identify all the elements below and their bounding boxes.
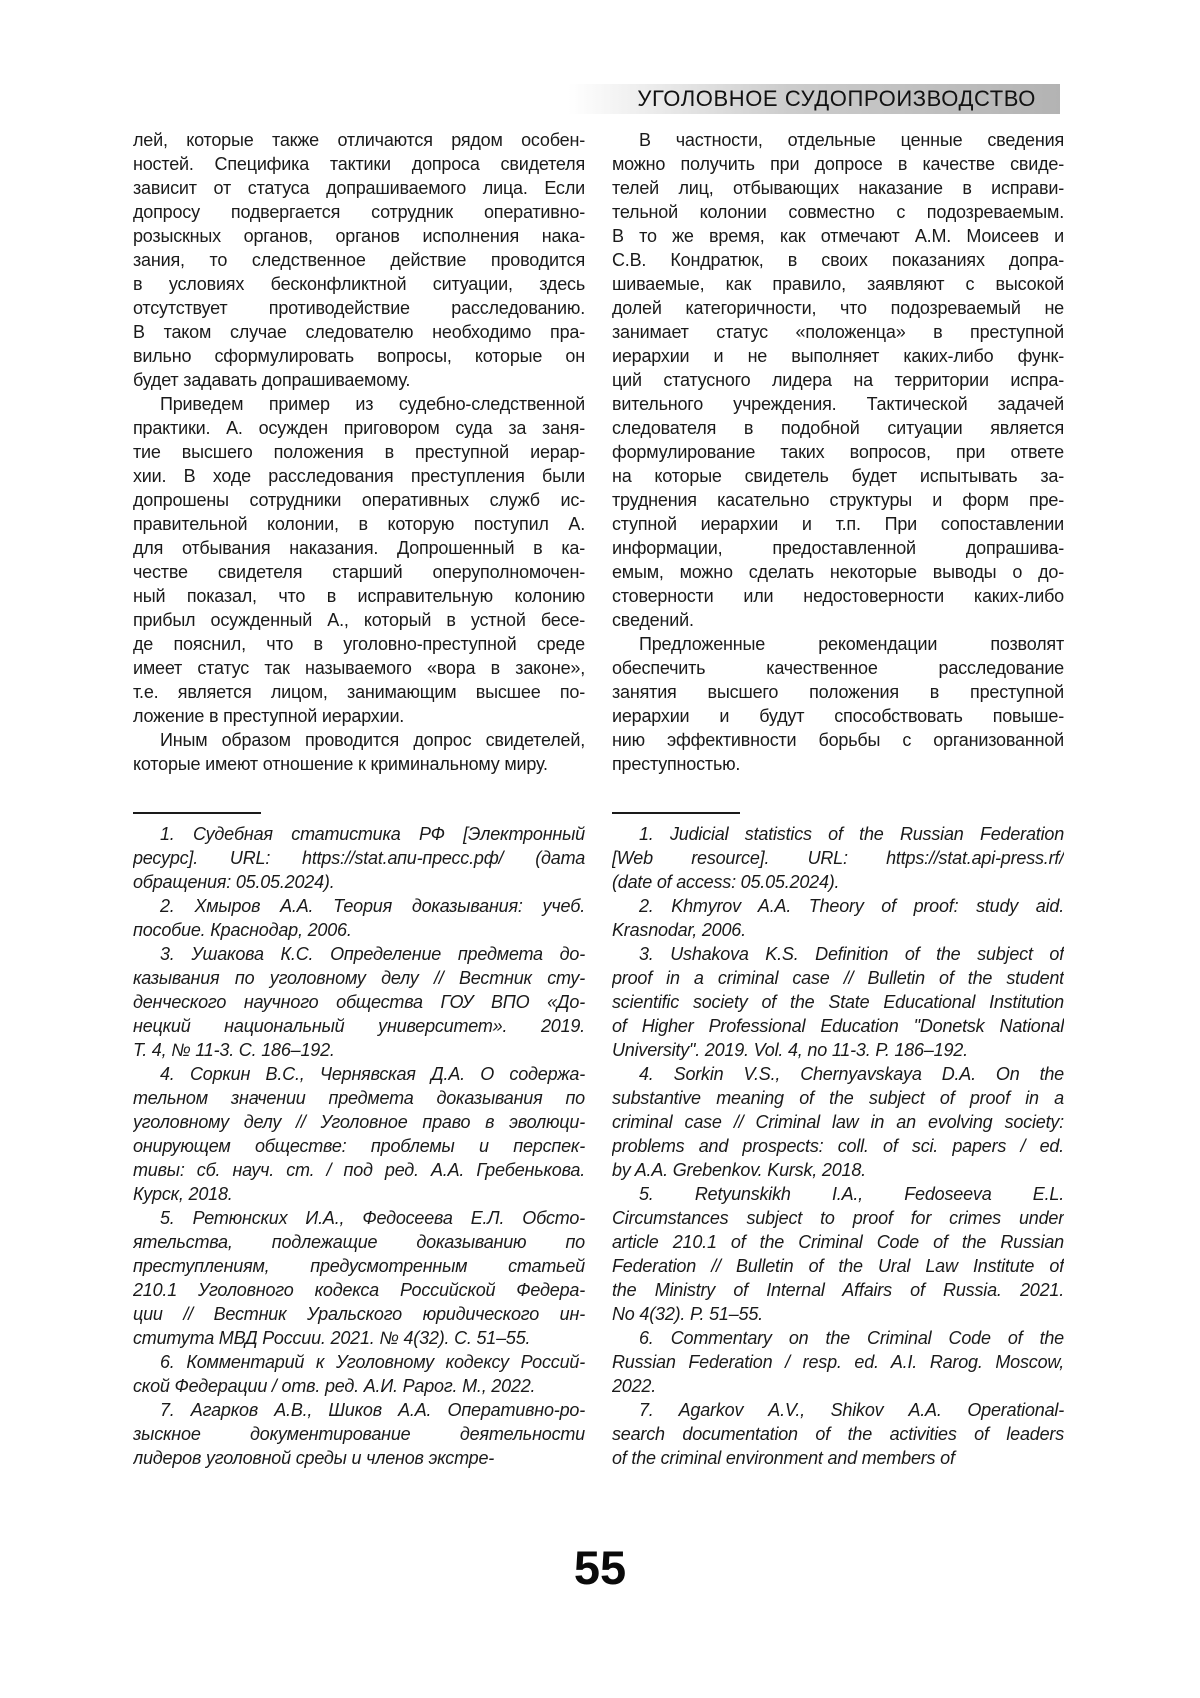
reference-text-line: ститута МВД России. 2021. № 4(32). С. 51–55. bbox=[133, 1328, 531, 1348]
body-text-line: зависит от статуса допрашиваемого лица. Если bbox=[133, 178, 585, 198]
body-text-line: С.В. Кондратюк, в своих показаниях допра- bbox=[612, 250, 1064, 270]
page-number: 55 bbox=[573, 1541, 627, 1594]
reference-text-line: proof in a criminal case // Bulletin of the student bbox=[612, 968, 1064, 988]
reference-entry bbox=[133, 1398, 585, 1470]
reference-text-line: problems and prospects: coll. of sci. papers / ed. bbox=[612, 1136, 1064, 1156]
reference-entry bbox=[133, 1206, 585, 1350]
body-text-line: Приведем пример из судебно-следственной bbox=[160, 394, 585, 414]
reference-text-line: 4. Sorkin V.S., Chernyavskaya D.A. On the bbox=[639, 1064, 1064, 1084]
body-text-line: В частности, отдельные ценные сведения bbox=[639, 130, 1064, 150]
paragraph bbox=[612, 632, 1064, 776]
section-header-bar bbox=[568, 84, 1060, 114]
body-text-line: информации, предоставленной допрашива- bbox=[612, 538, 1064, 558]
reference-text-line: 4. Соркин В.С., Чернявская Д.А. О содержа- bbox=[160, 1064, 585, 1084]
reference-text-line: лидеров уголовной среды и членов экстре- bbox=[133, 1448, 495, 1468]
reference-entry bbox=[612, 894, 1064, 942]
reference-text-line: 2022. bbox=[612, 1376, 657, 1396]
reference-text-line: 5. Ретюнских И.А., Федосеева Е.Л. Обсто- bbox=[160, 1208, 585, 1228]
reference-text-line: substantive meaning of the subject of proof in a bbox=[612, 1088, 1064, 1108]
reference-text-line: 210.1 Уголовного кодекса Российской Федера- bbox=[133, 1280, 585, 1300]
reference-text-line: преступлениям, предусмотренным статьей bbox=[133, 1256, 585, 1276]
body-text-line: вительного учреждения. Тактической задачей bbox=[612, 394, 1064, 414]
right-column-body bbox=[612, 128, 1064, 776]
body-text-line: правительной колонии, в которую поступил А. bbox=[133, 514, 585, 534]
body-text-line: емым, можно сделать некоторые выводы о до- bbox=[612, 562, 1064, 582]
reference-text-line: the Ministry of Internal Affairs of Russia. 2021. bbox=[612, 1280, 1064, 1300]
reference-text-line: онирующем обществе: проблемы и перспек- bbox=[133, 1136, 585, 1156]
body-text-line: допросу подвергается сотрудник оперативно- bbox=[133, 202, 585, 222]
reference-entry bbox=[612, 942, 1064, 1062]
reference-text-line: University". 2019. Vol. 4, no 11-3. P. 186–192. bbox=[612, 1040, 968, 1060]
body-text-line: в условиях бесконфликтной ситуации, здесь bbox=[133, 274, 585, 294]
body-text-line: занятия высшего положения в преступной bbox=[612, 682, 1064, 702]
section-title: УГОЛОВНОЕ СУДОПРОИЗВОДСТВО bbox=[637, 86, 1036, 111]
body-text-line: В то же время, как отмечают А.М. Моисеев и bbox=[612, 226, 1064, 246]
body-text-line: практики. А. осужден приговором суда за заня- bbox=[133, 418, 585, 438]
reference-text-line: 6. Комментарий к Уголовному кодексу Россий- bbox=[160, 1352, 585, 1372]
reference-text-line: казывания по уголовному делу // Вестник сту- bbox=[133, 968, 585, 988]
body-text-line: ций статусного лидера на территории испра- bbox=[612, 370, 1064, 390]
body-text-line: ностей. Специфика тактики допроса свидетеля bbox=[133, 154, 585, 174]
body-text-line: труднения касательно структуры и форм пре- bbox=[612, 490, 1064, 510]
body-text-line: стоверности или недостоверности каких-либо bbox=[612, 586, 1064, 606]
reference-entry bbox=[612, 822, 1064, 894]
body-text-line: иерархии и будут способствовать повыше- bbox=[612, 706, 1064, 726]
body-text-line: обеспечить качественное расследование bbox=[612, 658, 1064, 678]
body-text-line: отсутствует противодействие расследованию. bbox=[133, 298, 585, 318]
reference-text-line: денческого научного общества ГОУ ВПО «До- bbox=[133, 992, 585, 1012]
reference-entry bbox=[133, 1062, 585, 1206]
reference-text-line: ятельства, подлежащие доказыванию по bbox=[133, 1232, 585, 1252]
reference-text-line: 1. Судебная статистика РФ [Электронный bbox=[160, 824, 585, 844]
references-divider bbox=[133, 812, 261, 814]
body-text-line: имеет статус так называемого «вора в законе», bbox=[133, 658, 585, 678]
paragraph bbox=[133, 728, 585, 776]
reference-text-line: of the criminal environment and members of bbox=[612, 1448, 955, 1468]
reference-text-line: 7. Агарков А.В., Шиков А.А. Оперативно-ро- bbox=[160, 1400, 585, 1420]
reference-text-line: by A.A. Grebenkov. Kursk, 2018. bbox=[612, 1160, 866, 1180]
body-text-line: нию эффективности борьбы с организованной bbox=[612, 730, 1064, 750]
reference-entry bbox=[612, 1398, 1064, 1470]
reference-text-line: Russian Federation / resp. ed. A.I. Rarog. Moscow, bbox=[612, 1352, 1064, 1372]
body-text-line: преступностью. bbox=[612, 754, 741, 774]
reference-text-line: of Higher Professional Education "Donetsk National bbox=[612, 1016, 1064, 1036]
body-text-line: иерархии и не выполняет каких-либо функ- bbox=[612, 346, 1064, 366]
reference-text-line: обращения: 05.05.2024). bbox=[133, 872, 335, 892]
reference-text-line: 3. Ushakova K.S. Definition of the subject of bbox=[639, 944, 1064, 964]
reference-text-line: Krasnodar, 2006. bbox=[612, 920, 746, 940]
body-text-line: которые имеют отношение к криминальному миру. bbox=[133, 754, 548, 774]
body-text-line: сведений. bbox=[612, 610, 694, 630]
reference-text-line: Курск, 2018. bbox=[133, 1184, 233, 1204]
left-column-body bbox=[133, 128, 585, 776]
body-text-line: допрошены сотрудники оперативных служб ис- bbox=[133, 490, 585, 510]
reference-text-line: article 210.1 of the Criminal Code of the Russian bbox=[612, 1232, 1064, 1252]
reference-text-line: ресурс]. URL: https://stat.апи-пресс.рф/ (дата bbox=[133, 848, 585, 868]
reference-text-line: scientific society of the State Educational Institution bbox=[612, 992, 1064, 1012]
reference-text-line: 1. Judicial statistics of the Russian Federation bbox=[639, 824, 1064, 844]
body-text-line: хии. В ходе расследования преступления были bbox=[133, 466, 585, 486]
body-text-line: следователя в подобной ситуации является bbox=[612, 418, 1064, 438]
body-text-line: ступной иерархии и т.п. При сопоставлении bbox=[612, 514, 1064, 534]
body-text-line: ложение в преступной иерархии. bbox=[133, 706, 405, 726]
body-text-line: лей, которые также отличаются рядом особен- bbox=[133, 130, 585, 150]
reference-text-line: тивы: сб. науч. ст. / под ред. А.А. Гребенькова. bbox=[133, 1160, 585, 1180]
body-text-line: занимает статус «положенца» в преступной bbox=[612, 322, 1064, 342]
paragraph bbox=[133, 392, 585, 728]
reference-text-line: 2. Хмыров А.А. Теория доказывания: учеб. bbox=[160, 896, 585, 916]
body-text-line: долей категоричности, что подозреваемый не bbox=[612, 298, 1064, 318]
reference-entry bbox=[133, 942, 585, 1062]
paragraph bbox=[612, 128, 1064, 632]
body-text-line: де пояснил, что в уголовно-преступной среде bbox=[133, 634, 585, 654]
reference-text-line: тельном значении предмета доказывания по bbox=[133, 1088, 585, 1108]
reference-text-line: зыскное документирование деятельности bbox=[133, 1424, 585, 1444]
left-column-references bbox=[133, 812, 585, 1470]
body-text-line: прибыл осужденный А., который в устной бесе- bbox=[133, 610, 585, 630]
body-text-line: на которые свидетель будет испытывать за- bbox=[612, 466, 1064, 486]
reference-entry bbox=[612, 1326, 1064, 1398]
reference-text-line: нецкий национальный университет». 2019. bbox=[133, 1016, 585, 1036]
reference-text-line: ции // Вестник Уральского юридического ин- bbox=[133, 1304, 585, 1324]
body-text-line: В таком случае следователю необходимо пра- bbox=[133, 322, 585, 342]
body-text-line: Предложенные рекомендации позволят bbox=[639, 634, 1064, 654]
body-text-line: тельной колонии совместно с подозреваемым. bbox=[612, 202, 1064, 222]
reference-entry bbox=[133, 894, 585, 942]
reference-text-line: Circumstances subject to proof for crimes under bbox=[612, 1208, 1064, 1228]
reference-entry bbox=[133, 822, 585, 894]
reference-text-line: 3. Ушакова К.С. Определение предмета до- bbox=[160, 944, 585, 964]
reference-text-line: criminal case // Criminal law in an evolving society: bbox=[612, 1112, 1064, 1132]
reference-text-line: 6. Commentary on the Criminal Code of the bbox=[639, 1328, 1064, 1348]
body-text-line: т.е. является лицом, занимающим высшее по- bbox=[133, 682, 585, 702]
reference-text-line: пособие. Краснодар, 2006. bbox=[133, 920, 352, 940]
body-text-line: Иным образом проводится допрос свидетелей, bbox=[160, 730, 585, 750]
reference-text-line: [Web resource]. URL: https://stat.api-press.rf/ bbox=[612, 848, 1064, 868]
reference-text-line: 7. Agarkov A.V., Shikov A.A. Operational- bbox=[639, 1400, 1064, 1420]
body-text-line: для отбывания наказания. Допрошенный в ка- bbox=[133, 538, 585, 558]
body-text-line: вильно сформулировать вопросы, которые он bbox=[133, 346, 585, 366]
right-column-references bbox=[612, 812, 1064, 1470]
body-text-line: честве свидетеля старший оперуполномочен- bbox=[133, 562, 585, 582]
reference-text-line: уголовному делу // Уголовное право в эволюци- bbox=[133, 1112, 585, 1132]
reference-entry bbox=[133, 1350, 585, 1398]
body-text-line: ный показал, что в исправительную колонию bbox=[133, 586, 585, 606]
reference-text-line: No 4(32). P. 51–55. bbox=[612, 1304, 763, 1324]
reference-text-line: search documentation of the activities of leaders bbox=[612, 1424, 1064, 1444]
body-text-line: шиваемые, как правило, заявляют с высокой bbox=[612, 274, 1064, 294]
body-text-line: розыскных органов, органов исполнения нака- bbox=[133, 226, 585, 246]
reference-text-line: 2. Khmyrov A.A. Theory of proof: study aid. bbox=[639, 896, 1064, 916]
body-text-line: телей лиц, отбывающих наказание в исправи- bbox=[612, 178, 1064, 198]
references-divider bbox=[612, 812, 740, 814]
reference-text-line: Federation // Bulletin of the Ural Law Institute of bbox=[612, 1256, 1064, 1276]
body-text-line: зания, то следственное действие проводится bbox=[133, 250, 585, 270]
body-text-line: будет задавать допрашиваемому. bbox=[133, 370, 411, 390]
reference-text-line: ской Федерации / отв. ред. А.И. Рарог. М., 2022. bbox=[133, 1376, 536, 1396]
body-text-line: тие высшего положения в преступной иерар- bbox=[133, 442, 585, 462]
reference-entry bbox=[612, 1062, 1064, 1182]
reference-entry bbox=[612, 1182, 1064, 1326]
reference-text-line: 5. Retyunskikh I.A., Fedoseeva E.L. bbox=[639, 1184, 1064, 1204]
reference-text-line: Т. 4, № 11-3. С. 186–192. bbox=[133, 1040, 335, 1060]
reference-text-line: (date of access: 05.05.2024). bbox=[612, 872, 840, 892]
body-text-line: можно получить при допросе в качестве свиде- bbox=[612, 154, 1064, 174]
body-text-line: формулирование таких вопросов, при ответе bbox=[612, 442, 1064, 462]
paragraph bbox=[133, 128, 585, 392]
